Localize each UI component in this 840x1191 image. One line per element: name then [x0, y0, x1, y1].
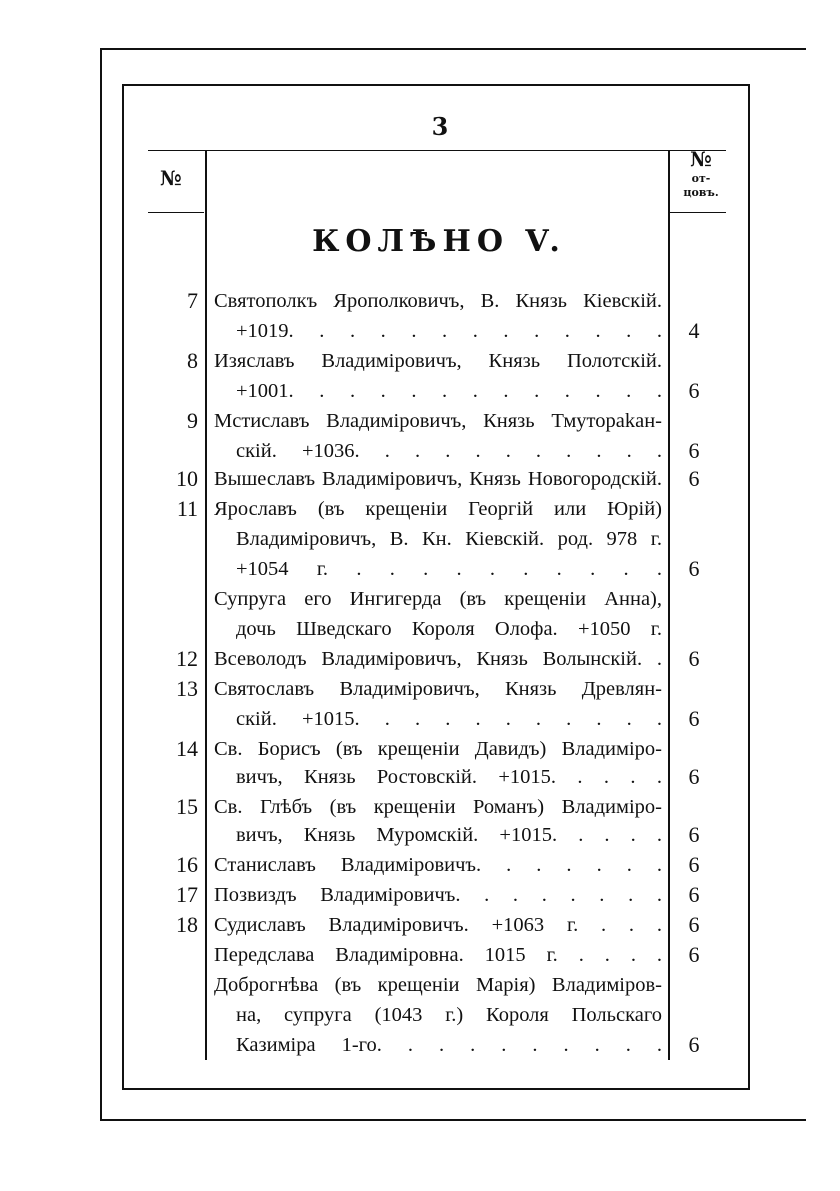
- entry-text: Позвиздъ Владиміровичъ. . . . . . . .: [214, 884, 662, 906]
- entry-text: Вышеславъ Владиміровичъ, Князь Новогородскій.: [214, 468, 662, 490]
- entry-row: [0, 494, 840, 524]
- father-number: 6: [688, 1032, 700, 1057]
- entry-text: Ярославъ (въ крещеніи Георгій или Юрій): [214, 498, 662, 520]
- entry-row: [0, 734, 840, 764]
- entry-text: вичъ, Князь Муромскій. +1015. . . . .: [236, 824, 662, 846]
- fathers-column-header: №: [690, 147, 712, 171]
- entry-text: на, супруга (1043 г.) Короля Польскаго: [236, 1004, 662, 1026]
- entry-number: 16: [176, 852, 198, 877]
- entry-row: [0, 316, 840, 346]
- entry-text: Супруга его Ингигерда (въ крещеніи Анна),: [214, 588, 662, 610]
- entry-row: [0, 584, 840, 614]
- entry-row: [0, 1000, 840, 1030]
- entry-row: [0, 436, 840, 466]
- father-number: 6: [688, 438, 700, 463]
- entry-text: скій. +1015. . . . . . . . . . .: [236, 708, 662, 730]
- entry-text: Святославъ Владиміровичъ, Князь Древлян-: [214, 678, 662, 700]
- entry-number: 13: [176, 676, 198, 701]
- father-number: 6: [688, 942, 700, 967]
- entry-text: Всеволодъ Владиміровичъ, Князь Волынскій. .: [214, 648, 662, 670]
- entry-row: [0, 910, 840, 940]
- entry-row: [0, 286, 840, 316]
- entry-row: [0, 1030, 840, 1060]
- entry-row: [0, 820, 840, 850]
- entry-row: [0, 346, 840, 376]
- entry-number: 15: [176, 794, 198, 819]
- fathers-column-rule: [670, 212, 726, 213]
- father-number: 6: [688, 646, 700, 671]
- father-number: 6: [688, 912, 700, 937]
- entry-text: Изяславъ Владиміровичъ, Князь Полотскій.: [214, 350, 662, 372]
- entry-row: [0, 970, 840, 1000]
- entry-text: +1019. . . . . . . . . . . . .: [236, 320, 662, 342]
- entry-number: 12: [176, 646, 198, 671]
- entry-row: [0, 376, 840, 406]
- entry-row: [0, 614, 840, 644]
- father-number: 6: [688, 822, 700, 847]
- entry-text: Передслава Владиміровна. 1015 г. . . . .: [214, 944, 662, 966]
- father-number: 6: [688, 852, 700, 877]
- entry-row: [0, 850, 840, 880]
- entry-text: скій. +1036. . . . . . . . . . .: [236, 440, 662, 462]
- entry-row: [0, 464, 840, 494]
- header-rule: [148, 150, 726, 151]
- number-column-header: №: [160, 166, 182, 190]
- entry-number: 14: [176, 736, 198, 761]
- entry-number: 11: [176, 496, 198, 521]
- entry-row: [0, 792, 840, 822]
- entry-row: [0, 524, 840, 554]
- entry-row: [0, 704, 840, 734]
- entry-number: 9: [187, 408, 198, 433]
- father-number: 6: [688, 764, 700, 789]
- fathers-column-subheader: [676, 172, 726, 200]
- entry-text: Св. Борисъ (въ крещеніи Давидъ) Владиміро-: [214, 738, 662, 760]
- entry-row: [0, 554, 840, 584]
- father-number: 6: [688, 706, 700, 731]
- entry-text: Святополкъ Ярополковичъ, В. Князь Кіевскій.: [214, 290, 662, 312]
- entry-number: 18: [176, 912, 198, 937]
- page-number: 3: [431, 112, 449, 141]
- father-number: 6: [688, 378, 700, 403]
- father-number: 6: [688, 466, 700, 491]
- entry-row: [0, 762, 840, 792]
- entry-row: [0, 940, 840, 970]
- entry-row: [0, 644, 840, 674]
- father-number: 6: [688, 556, 700, 581]
- entry-row: [0, 880, 840, 910]
- entry-text: Казиміра 1-го. . . . . . . . . .: [236, 1034, 662, 1056]
- entry-number: 10: [176, 466, 198, 491]
- entry-row: [0, 406, 840, 436]
- entry-text: вичъ, Князь Ростовскій. +1015. . . . .: [236, 766, 662, 788]
- number-column-rule: [148, 212, 204, 213]
- entry-text: Доброгнѣва (въ крещеніи Марія) Владиміров-: [214, 974, 662, 996]
- section-title: КОЛѢНО V.: [312, 224, 566, 259]
- fathers-subheader-line1: от-: [691, 172, 711, 185]
- entry-row: [0, 674, 840, 704]
- outer-rule-bottom: [100, 1119, 806, 1121]
- entry-number: 7: [187, 288, 198, 313]
- inner-border-bottom: [122, 1088, 750, 1090]
- father-number: 4: [688, 318, 700, 343]
- inner-border-top: [122, 84, 750, 86]
- entry-text: дочь Шведскаго Короля Олофа. +1050 г.: [236, 618, 662, 640]
- entry-text: +1001. . . . . . . . . . . . .: [236, 380, 662, 402]
- entry-number: 8: [187, 348, 198, 373]
- entry-text: Судиславъ Владиміровичъ. +1063 г. . . .: [214, 914, 662, 936]
- father-number: 6: [688, 882, 700, 907]
- entry-text: +1054 г. . . . . . . . . . .: [236, 558, 662, 580]
- entry-text: Станиславъ Владиміровичъ. . . . . . .: [214, 854, 662, 876]
- fathers-subheader-line2: цовъ.: [683, 186, 719, 199]
- entry-text: Св. Глѣбъ (въ крещеніи Романъ) Владиміро-: [214, 796, 662, 818]
- entry-text: Мстиславъ Владиміровичъ, Князь Тмутораkан-: [214, 410, 662, 432]
- outer-rule-top: [100, 48, 806, 50]
- entry-text: Владиміровичъ, В. Кн. Кіевскій. род. 978 г.: [236, 528, 662, 550]
- entry-number: 17: [176, 882, 198, 907]
